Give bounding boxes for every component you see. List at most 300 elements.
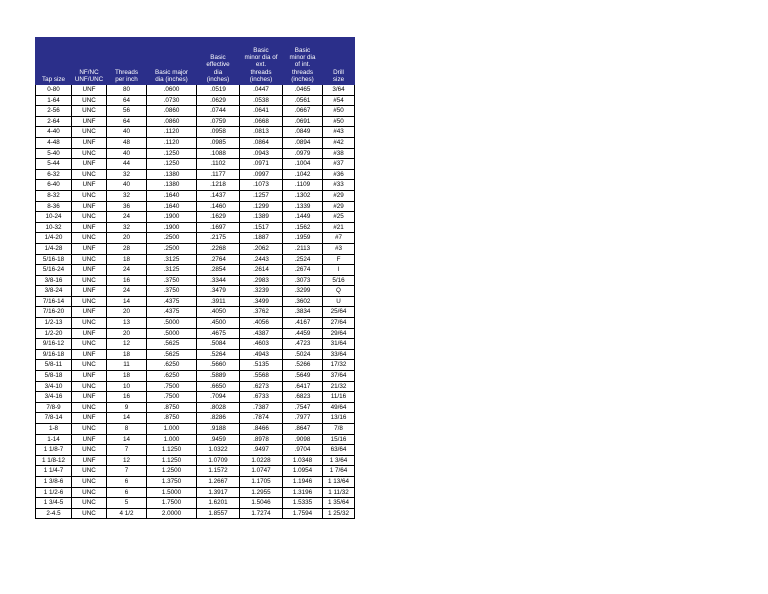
cell-thread-series: UNC <box>72 233 107 244</box>
cell-major-dia: .0860 <box>147 116 197 127</box>
cell-minor-dia-int: .1449 <box>283 212 323 223</box>
cell-minor-dia-ext: 1.7274 <box>240 508 283 519</box>
cell-thread-series: UNC <box>72 275 107 286</box>
cell-major-dia: .1120 <box>147 137 197 148</box>
cell-major-dia: .7500 <box>147 381 197 392</box>
tap-size-table <box>35 37 355 519</box>
cell-effective-dia: 1.6201 <box>197 498 240 509</box>
cell-major-dia: .0730 <box>147 95 197 106</box>
table-row <box>36 95 355 106</box>
cell-drill-size: #38 <box>323 148 355 159</box>
cell-tap-size: 1 1/8-12 <box>36 455 72 466</box>
cell-tap-size: 7/8-14 <box>36 413 72 424</box>
table-row <box>36 508 355 519</box>
cell-minor-dia-ext: .0864 <box>240 137 283 148</box>
cell-minor-dia-ext: .5568 <box>240 371 283 382</box>
cell-drill-size: 15/16 <box>323 434 355 445</box>
cell-minor-dia-ext: .0641 <box>240 106 283 117</box>
cell-tap-size: 5/16-18 <box>36 254 72 265</box>
cell-thread-series: UNC <box>72 95 107 106</box>
cell-drill-size: 3/64 <box>323 85 355 96</box>
cell-effective-dia: .3911 <box>197 296 240 307</box>
cell-minor-dia-ext: .0971 <box>240 159 283 170</box>
cell-major-dia: .8750 <box>147 413 197 424</box>
cell-minor-dia-ext: 1.1705 <box>240 476 283 487</box>
cell-threads-per-inch: 64 <box>107 95 147 106</box>
cell-minor-dia-int: 1.3196 <box>283 487 323 498</box>
cell-minor-dia-ext: .1257 <box>240 190 283 201</box>
cell-drill-size: 7/8 <box>323 424 355 435</box>
cell-effective-dia: .5264 <box>197 349 240 360</box>
cell-minor-dia-int: .1302 <box>283 190 323 201</box>
cell-effective-dia: .0744 <box>197 106 240 117</box>
cell-minor-dia-int: .0561 <box>283 95 323 106</box>
cell-effective-dia: 1.1572 <box>197 466 240 477</box>
cell-minor-dia-int: .1562 <box>283 222 323 233</box>
cell-thread-series: UNF <box>72 434 107 445</box>
table-row <box>36 487 355 498</box>
cell-drill-size: U <box>323 296 355 307</box>
cell-effective-dia: .9188 <box>197 424 240 435</box>
cell-minor-dia-ext: .5135 <box>240 360 283 371</box>
cell-minor-dia-int: 1.1946 <box>283 476 323 487</box>
table-row <box>36 434 355 445</box>
cell-minor-dia-ext: .1389 <box>240 212 283 223</box>
cell-effective-dia: .0958 <box>197 127 240 138</box>
cell-effective-dia: .0759 <box>197 116 240 127</box>
table-row <box>36 498 355 509</box>
cell-minor-dia-ext: 1.2955 <box>240 487 283 498</box>
table-row <box>36 328 355 339</box>
cell-threads-per-inch: 20 <box>107 307 147 318</box>
cell-tap-size: 5-44 <box>36 159 72 170</box>
cell-tap-size: 5/8-11 <box>36 360 72 371</box>
cell-major-dia: .1900 <box>147 212 197 223</box>
cell-effective-dia: .5660 <box>197 360 240 371</box>
header-drill-size: Drill size <box>323 38 355 85</box>
cell-drill-size: #21 <box>323 222 355 233</box>
cell-major-dia: 1.1250 <box>147 455 197 466</box>
cell-minor-dia-int: .1004 <box>283 159 323 170</box>
table-row <box>36 243 355 254</box>
cell-thread-series: UNF <box>72 85 107 96</box>
cell-minor-dia-ext: .3499 <box>240 296 283 307</box>
cell-tap-size: 5/8-18 <box>36 371 72 382</box>
cell-threads-per-inch: 32 <box>107 169 147 180</box>
cell-tap-size: 1 3/4-5 <box>36 498 72 509</box>
table-row <box>36 286 355 297</box>
cell-threads-per-inch: 56 <box>107 106 147 117</box>
cell-drill-size: 33/64 <box>323 349 355 360</box>
cell-thread-series: UNF <box>72 243 107 254</box>
cell-threads-per-inch: 11 <box>107 360 147 371</box>
cell-minor-dia-ext: 1.0747 <box>240 466 283 477</box>
table-row <box>36 455 355 466</box>
cell-major-dia: .5000 <box>147 328 197 339</box>
cell-major-dia: .7500 <box>147 392 197 403</box>
cell-threads-per-inch: 14 <box>107 296 147 307</box>
cell-effective-dia: .1437 <box>197 190 240 201</box>
header-tap-size: Tap size <box>36 38 72 85</box>
cell-thread-series: UNC <box>72 466 107 477</box>
cell-threads-per-inch: 6 <box>107 476 147 487</box>
cell-drill-size: 1 7/64 <box>323 466 355 477</box>
cell-minor-dia-int: .1109 <box>283 180 323 191</box>
cell-effective-dia: .1088 <box>197 148 240 159</box>
cell-thread-series: UNC <box>72 148 107 159</box>
cell-threads-per-inch: 64 <box>107 116 147 127</box>
cell-effective-dia: .2854 <box>197 265 240 276</box>
cell-minor-dia-ext: .1299 <box>240 201 283 212</box>
cell-threads-per-inch: 24 <box>107 212 147 223</box>
cell-thread-series: UNC <box>72 318 107 329</box>
cell-major-dia: .3750 <box>147 286 197 297</box>
cell-major-dia: 1.5000 <box>147 487 197 498</box>
table-row <box>36 169 355 180</box>
cell-thread-series: UNF <box>72 116 107 127</box>
cell-minor-dia-int: .3299 <box>283 286 323 297</box>
cell-threads-per-inch: 7 <box>107 445 147 456</box>
cell-tap-size: 3/8-24 <box>36 286 72 297</box>
cell-tap-size: 9/16-12 <box>36 339 72 350</box>
cell-thread-series: UNF <box>72 371 107 382</box>
table-row <box>36 275 355 286</box>
cell-effective-dia: .6650 <box>197 381 240 392</box>
cell-drill-size: #25 <box>323 212 355 223</box>
cell-minor-dia-int: .0849 <box>283 127 323 138</box>
cell-thread-series: UNC <box>72 424 107 435</box>
header-minor-dia-int: Basic minor dia of int. threads (inches) <box>283 38 323 85</box>
cell-minor-dia-ext: .2062 <box>240 243 283 254</box>
table-row <box>36 137 355 148</box>
cell-minor-dia-ext: .4056 <box>240 318 283 329</box>
cell-drill-size: #50 <box>323 116 355 127</box>
cell-threads-per-inch: 18 <box>107 349 147 360</box>
cell-drill-size: #37 <box>323 159 355 170</box>
cell-thread-series: UNF <box>72 413 107 424</box>
cell-minor-dia-ext: .6273 <box>240 381 283 392</box>
cell-threads-per-inch: 18 <box>107 254 147 265</box>
cell-thread-series: UNF <box>72 180 107 191</box>
cell-tap-size: 5-40 <box>36 148 72 159</box>
cell-minor-dia-int: .5024 <box>283 349 323 360</box>
cell-minor-dia-int: .4723 <box>283 339 323 350</box>
cell-effective-dia: 1.0709 <box>197 455 240 466</box>
cell-tap-size: 2-4.5 <box>36 508 72 519</box>
table-row <box>36 424 355 435</box>
header-minor-dia-ext: Basic minor dia of ext. threads (inches) <box>240 38 283 85</box>
cell-minor-dia-int: .1042 <box>283 169 323 180</box>
cell-thread-series: UNF <box>72 201 107 212</box>
cell-tap-size: 10-24 <box>36 212 72 223</box>
cell-major-dia: .1380 <box>147 169 197 180</box>
cell-major-dia: .8750 <box>147 402 197 413</box>
cell-drill-size: #29 <box>323 201 355 212</box>
cell-tap-size: 1-8 <box>36 424 72 435</box>
cell-effective-dia: .4500 <box>197 318 240 329</box>
cell-tap-size: 1-14 <box>36 434 72 445</box>
cell-thread-series: UNC <box>72 296 107 307</box>
cell-minor-dia-int: 1.7594 <box>283 508 323 519</box>
cell-effective-dia: .2764 <box>197 254 240 265</box>
cell-minor-dia-int: .0894 <box>283 137 323 148</box>
cell-tap-size: 10-32 <box>36 222 72 233</box>
cell-effective-dia: .1177 <box>197 169 240 180</box>
cell-threads-per-inch: 16 <box>107 275 147 286</box>
cell-drill-size: 11/16 <box>323 392 355 403</box>
cell-major-dia: .1380 <box>147 180 197 191</box>
cell-drill-size: 37/64 <box>323 371 355 382</box>
cell-thread-series: UNF <box>72 137 107 148</box>
table-header <box>36 38 355 85</box>
cell-minor-dia-int: 1.5335 <box>283 498 323 509</box>
cell-threads-per-inch: 12 <box>107 455 147 466</box>
cell-threads-per-inch: 40 <box>107 127 147 138</box>
cell-tap-size: 7/16-14 <box>36 296 72 307</box>
cell-drill-size: 1 13/64 <box>323 476 355 487</box>
cell-thread-series: UNF <box>72 349 107 360</box>
table-row <box>36 85 355 96</box>
cell-minor-dia-ext: .1517 <box>240 222 283 233</box>
cell-effective-dia: 1.0322 <box>197 445 240 456</box>
cell-minor-dia-ext: 1.0228 <box>240 455 283 466</box>
cell-major-dia: .1640 <box>147 190 197 201</box>
cell-tap-size: 3/4-10 <box>36 381 72 392</box>
cell-minor-dia-int: .2674 <box>283 265 323 276</box>
cell-major-dia: .3125 <box>147 265 197 276</box>
table-row <box>36 148 355 159</box>
cell-threads-per-inch: 80 <box>107 85 147 96</box>
cell-tap-size: 3/4-16 <box>36 392 72 403</box>
cell-major-dia: .0860 <box>147 106 197 117</box>
table-row <box>36 413 355 424</box>
cell-drill-size: #42 <box>323 137 355 148</box>
cell-minor-dia-ext: .1887 <box>240 233 283 244</box>
cell-tap-size: 1 1/2-6 <box>36 487 72 498</box>
table-row <box>36 296 355 307</box>
cell-threads-per-inch: 44 <box>107 159 147 170</box>
cell-drill-size: I <box>323 265 355 276</box>
cell-threads-per-inch: 18 <box>107 371 147 382</box>
cell-minor-dia-int: .0667 <box>283 106 323 117</box>
cell-effective-dia: .8286 <box>197 413 240 424</box>
cell-major-dia: .5625 <box>147 349 197 360</box>
cell-thread-series: UNF <box>72 392 107 403</box>
cell-minor-dia-ext: .0997 <box>240 169 283 180</box>
cell-drill-size: 1 35/64 <box>323 498 355 509</box>
cell-thread-series: UNC <box>72 498 107 509</box>
table-row <box>36 116 355 127</box>
cell-major-dia: 1.2500 <box>147 466 197 477</box>
cell-threads-per-inch: 40 <box>107 180 147 191</box>
header-basic-major-dia: Basic major dia (inches) <box>147 38 197 85</box>
cell-drill-size: #43 <box>323 127 355 138</box>
cell-minor-dia-ext: .2983 <box>240 275 283 286</box>
cell-major-dia: .1250 <box>147 148 197 159</box>
cell-tap-size: 7/8-9 <box>36 402 72 413</box>
cell-minor-dia-int: .5649 <box>283 371 323 382</box>
cell-minor-dia-int: .0979 <box>283 148 323 159</box>
cell-minor-dia-int: 1.0954 <box>283 466 323 477</box>
cell-major-dia: .1120 <box>147 127 197 138</box>
cell-major-dia: .1640 <box>147 201 197 212</box>
cell-major-dia: .2500 <box>147 243 197 254</box>
cell-threads-per-inch: 14 <box>107 413 147 424</box>
cell-tap-size: 3/8-16 <box>36 275 72 286</box>
cell-effective-dia: 1.3917 <box>197 487 240 498</box>
cell-major-dia: 1.1250 <box>147 445 197 456</box>
cell-threads-per-inch: 5 <box>107 498 147 509</box>
cell-minor-dia-int: .6823 <box>283 392 323 403</box>
cell-threads-per-inch: 20 <box>107 233 147 244</box>
cell-thread-series: UNC <box>72 212 107 223</box>
cell-tap-size: 9/16-18 <box>36 349 72 360</box>
cell-major-dia: 1.3750 <box>147 476 197 487</box>
cell-thread-series: UNC <box>72 508 107 519</box>
cell-tap-size: 5/16-24 <box>36 265 72 276</box>
cell-thread-series: UNF <box>72 286 107 297</box>
cell-threads-per-inch: 12 <box>107 339 147 350</box>
cell-threads-per-inch: 32 <box>107 190 147 201</box>
cell-drill-size: 17/32 <box>323 360 355 371</box>
cell-minor-dia-int: .9704 <box>283 445 323 456</box>
cell-minor-dia-ext: .0538 <box>240 95 283 106</box>
cell-thread-series: UNF <box>72 328 107 339</box>
cell-major-dia: 1.000 <box>147 424 197 435</box>
cell-effective-dia: .8028 <box>197 402 240 413</box>
cell-minor-dia-ext: .4943 <box>240 349 283 360</box>
table-row <box>36 466 355 477</box>
cell-drill-size: #33 <box>323 180 355 191</box>
cell-minor-dia-ext: 1.5046 <box>240 498 283 509</box>
cell-minor-dia-ext: .7874 <box>240 413 283 424</box>
table-row <box>36 254 355 265</box>
cell-drill-size: 13/16 <box>323 413 355 424</box>
cell-minor-dia-ext: .0813 <box>240 127 283 138</box>
cell-thread-series: UNC <box>72 190 107 201</box>
table-row <box>36 318 355 329</box>
header-threads-per-inch: Threads per inch <box>107 38 147 85</box>
cell-tap-size: 2-64 <box>36 116 72 127</box>
cell-major-dia: .2500 <box>147 233 197 244</box>
cell-threads-per-inch: 6 <box>107 487 147 498</box>
header-basic-effective-dia: Basic effective dia (inches) <box>197 38 240 85</box>
cell-major-dia: 1.000 <box>147 434 197 445</box>
cell-threads-per-inch: 20 <box>107 328 147 339</box>
cell-drill-size: #54 <box>323 95 355 106</box>
cell-effective-dia: .0629 <box>197 95 240 106</box>
cell-major-dia: .3125 <box>147 254 197 265</box>
cell-effective-dia: .9459 <box>197 434 240 445</box>
cell-threads-per-inch: 10 <box>107 381 147 392</box>
cell-effective-dia: .1218 <box>197 180 240 191</box>
cell-tap-size: 1/2-20 <box>36 328 72 339</box>
cell-minor-dia-ext: .9497 <box>240 445 283 456</box>
cell-tap-size: 4-48 <box>36 137 72 148</box>
cell-effective-dia: .5084 <box>197 339 240 350</box>
cell-minor-dia-int: .1339 <box>283 201 323 212</box>
cell-minor-dia-int: .2113 <box>283 243 323 254</box>
cell-minor-dia-int: 1.0348 <box>283 455 323 466</box>
cell-thread-series: UNC <box>72 127 107 138</box>
cell-effective-dia: .5889 <box>197 371 240 382</box>
cell-threads-per-inch: 8 <box>107 424 147 435</box>
cell-minor-dia-int: .6417 <box>283 381 323 392</box>
cell-drill-size: F <box>323 254 355 265</box>
cell-major-dia: .0600 <box>147 85 197 96</box>
cell-tap-size: 1 3/8-6 <box>36 476 72 487</box>
cell-tap-size: 1/4-28 <box>36 243 72 254</box>
cell-drill-size: 21/32 <box>323 381 355 392</box>
cell-major-dia: .5625 <box>147 339 197 350</box>
cell-tap-size: 1-64 <box>36 95 72 106</box>
cell-effective-dia: 1.8557 <box>197 508 240 519</box>
cell-thread-series: UNC <box>72 487 107 498</box>
cell-drill-size: #29 <box>323 190 355 201</box>
table-row <box>36 106 355 117</box>
cell-minor-dia-int: .3073 <box>283 275 323 286</box>
cell-minor-dia-ext: .4603 <box>240 339 283 350</box>
cell-tap-size: 8-32 <box>36 190 72 201</box>
table-row <box>36 381 355 392</box>
cell-minor-dia-ext: .7387 <box>240 402 283 413</box>
cell-minor-dia-ext: .2614 <box>240 265 283 276</box>
table-row <box>36 360 355 371</box>
header-thread-series: NF/NC UNF/UNC <box>72 38 107 85</box>
cell-drill-size: 1 11/32 <box>323 487 355 498</box>
cell-effective-dia: .0985 <box>197 137 240 148</box>
table-row <box>36 201 355 212</box>
cell-drill-size: #50 <box>323 106 355 117</box>
table-row <box>36 159 355 170</box>
cell-tap-size: 2-56 <box>36 106 72 117</box>
cell-threads-per-inch: 14 <box>107 434 147 445</box>
cell-effective-dia: .4675 <box>197 328 240 339</box>
cell-minor-dia-ext: .8466 <box>240 424 283 435</box>
cell-minor-dia-ext: .2443 <box>240 254 283 265</box>
cell-thread-series: UNC <box>72 381 107 392</box>
cell-tap-size: 1/2-13 <box>36 318 72 329</box>
table-row <box>36 392 355 403</box>
table-row <box>36 265 355 276</box>
cell-minor-dia-int: .2524 <box>283 254 323 265</box>
cell-threads-per-inch: 48 <box>107 137 147 148</box>
cell-thread-series: UNC <box>72 402 107 413</box>
cell-major-dia: 2.0000 <box>147 508 197 519</box>
table-row <box>36 233 355 244</box>
cell-minor-dia-int: .7977 <box>283 413 323 424</box>
cell-tap-size: 1 1/4-7 <box>36 466 72 477</box>
cell-thread-series: UNF <box>72 455 107 466</box>
cell-drill-size: 25/64 <box>323 307 355 318</box>
cell-drill-size: 49/64 <box>323 402 355 413</box>
cell-drill-size: #7 <box>323 233 355 244</box>
table-row <box>36 212 355 223</box>
cell-drill-size: 31/64 <box>323 339 355 350</box>
cell-major-dia: .4375 <box>147 307 197 318</box>
cell-major-dia: .4375 <box>147 296 197 307</box>
cell-threads-per-inch: 36 <box>107 201 147 212</box>
cell-minor-dia-int: .8647 <box>283 424 323 435</box>
cell-minor-dia-ext: .8978 <box>240 434 283 445</box>
cell-thread-series: UNF <box>72 307 107 318</box>
cell-major-dia: .6250 <box>147 360 197 371</box>
cell-tap-size: 4-40 <box>36 127 72 138</box>
cell-drill-size: #3 <box>323 243 355 254</box>
cell-minor-dia-ext: .0447 <box>240 85 283 96</box>
cell-effective-dia: .0519 <box>197 85 240 96</box>
cell-thread-series: UNF <box>72 222 107 233</box>
